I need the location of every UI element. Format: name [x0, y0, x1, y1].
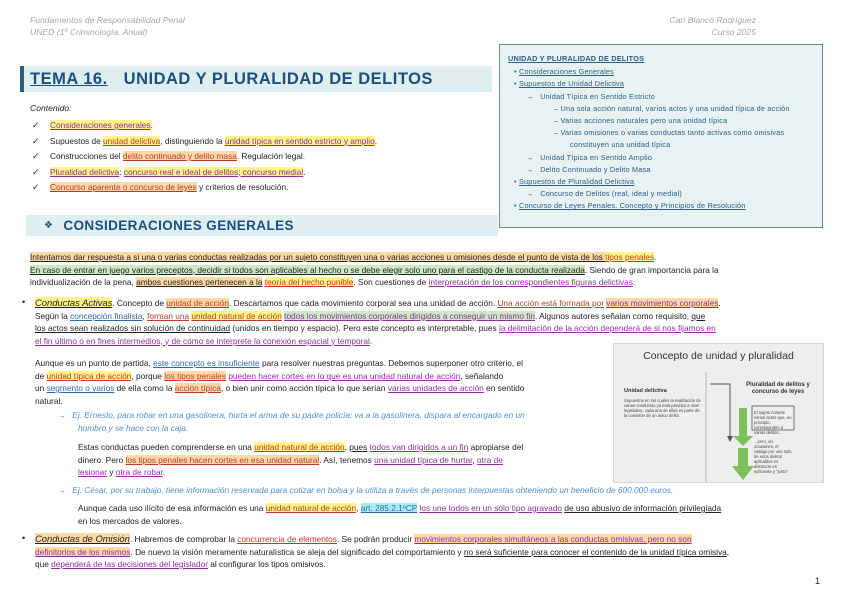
section-title: CONSIDERACIONES GENERALES — [63, 218, 294, 233]
header-left — [30, 14, 185, 38]
example-gasolinera-explanation: Estas conductas pueden comprenderse en una unidad natural de acción, pues todos van dirigidos a un fin apropiarse del dinero. Pero los tipos penales hacen cortes en esa unidad natural. Así, tenemos una unidad típica de hurtar, otra de lesionar y otra de robar. — [78, 442, 524, 477]
intro-paragraph: Intentamos dar respuesta a si una o varias conductas realizadas por un sujeto constituyen una o varias acciones u omisiones desde el punto de vista de los tipos penales. En caso de entrar en juego varios preceptos, decidir si todos son aplicables al hecho o se debe elegir solo uno para el castigo de la conducta realizada. Siendo de gran importancia para la individualización de la pena, ambos cuestiones pertenecen a la teoría del hecho punible. Son cuestiones de interpretación de los correspondientes figuras delictivas. — [30, 252, 719, 287]
header-right — [670, 14, 756, 38]
diagram-right-box-top — [752, 406, 794, 430]
diagram-left-title: Unidad delictiva — [624, 388, 667, 394]
example-bolsa-explanation: Aunque cada uso ilícito de esa información es una unidad natural de acción, art. 285.2.1ºCP los une todos en un solo tipo agravado de uso abusivo de información privilegiada en los mercados de valores. — [78, 503, 722, 526]
active-conduct-paragraph: Conductas Activas. Concepto de unidad de acción. Descartamos que cada movimiento corporal sea una unidad de acción. Una acción está formada por varios movimientos corporales. Según la concepción finalista, forman una unidad natural de acción todos los movimientos corporales dirigidos a conseguir un mismo fin. Algunos autores señalan como requisito, que los actos sean realizados sin solución de continuidad (unidos en tiempo y espacio). Pero este concepto es interpretable, pues la delimitación de la acción dependerá de si nos fijamos en el fin último o en fines intermedios, y de cómo se interprete la conexión espacial y temporal. — [35, 297, 721, 346]
contents-label: Contenido: — [30, 103, 72, 113]
arrow-icon: → — [58, 410, 67, 420]
arrow-head-icon — [727, 436, 733, 442]
diagram-graphics — [614, 344, 825, 484]
typical-unit-paragraph: Aunque es un punto de partida, este concepto es insuficiente para resolver nuestras preguntas. Debemos superponer otro criterio, el de unidad típica de acción, porque los tipos penales pueden hacer cortes en lo que es una unidad natural de acción, señalando un segmento o varios de ella como la acción típica, o bien unir como acción típica lo que serían varias unidades de acción en sentido natural. — [35, 358, 525, 406]
index-item-continuation[interactable]: constituyen una unidad típica — [570, 140, 671, 150]
checkmark-icon: ✓ — [32, 182, 40, 192]
course-year: Curso 2025 — [711, 27, 756, 37]
index-item[interactable]: → Delito Continuado y Delito Masa — [526, 164, 651, 174]
chapter-title: UNIDAD Y PLURALIDAD DE DELITOS — [123, 69, 433, 88]
course-subtitle: UNED (1º Criminología. Anual) — [30, 27, 148, 37]
example-gasolinera: → Ej. Ernesto, para robar en una gasolinera, hurta el arma de su padre policía; va a la gasolinera, dispara al encargado en un hombro y se hace con la caja. — [58, 410, 525, 433]
index-item[interactable]: → Unidad Típica en Sentido Estricto — [526, 91, 655, 101]
omission-paragraph: Conductas de Omisión. Habremos de comprobar la concurrencia de elementos. Se podrán producir movimientos corporales simultáneos a las conductas omisivas, pero no son definitorios de los mismos. De nuevo la visión meramente naturalística se aleja del significado del comportamiento y no será suficiente para conocer el contenido de la unidad típica omisiva, que dependerá de las decisiones del legislador al configurar los tipos omisivos. — [35, 533, 730, 569]
index-item[interactable]: • Supuestos de Pluralidad Delictiva — [514, 177, 635, 187]
diamond-bullet-icon: ❖ — [44, 220, 54, 231]
contents-item: ✓ Concurso aparente o concurso de leyes y criterios de resolución. — [30, 180, 500, 196]
contents-item: ✓ Consideraciones generales. — [30, 118, 500, 134]
green-down-arrow-icon — [733, 408, 753, 446]
index-item[interactable]: • Consideraciones Generales — [514, 67, 615, 77]
diagram-right-text-1: El sujeto comete varios actos que, en principio, corresponden a varios delitos... — [754, 410, 792, 435]
chapter-number: TEMA 16. — [30, 69, 108, 88]
arrow-icon: → — [58, 485, 67, 495]
example-bolsa: → Ej. César, por su trabajo, tiene información reservada para cotizar en bolsa y la utiliza a través de personas interpuestas obteniendo un beneficio de 600.000 euros. — [58, 485, 674, 495]
contents-item: ✓ Construcciones del delito continuado y delito masa. Regulación legal. — [30, 149, 500, 165]
checkmark-icon: ✓ — [32, 151, 40, 161]
course-title: Fundamentos de Responsabilidad Penal — [30, 15, 185, 25]
concept-diagram — [613, 343, 824, 483]
diagram-left-text: Supuestos en los cuales la realización de varias conductas ya está prevista a nivel legislativo; cada una de ellas es parte de la comisión de un único delito — [624, 398, 701, 418]
contents-item: ✓ Supuestos de unidad delictiva, distinguiendo la unidad típica en sentido estricto y amplio. — [30, 134, 500, 150]
chapter-title-bar — [20, 66, 492, 92]
index-item[interactable]: • Concurso de Leyes Penales. Concepto y Principios de Resolución — [514, 201, 746, 211]
index-box — [499, 44, 823, 228]
bullet-icon: • — [22, 297, 26, 307]
checkmark-icon: ✓ — [32, 120, 40, 130]
index-item[interactable]: → Unidad Típica en Sentido Amplio — [526, 152, 653, 162]
diagram-right-text-2: ...pero, en ocasiones, el castigo por uno solo de esos delitos aplicables es abstracto es suficiente y "justo" — [754, 439, 792, 474]
bullet-icon: • — [22, 533, 26, 543]
index-item[interactable]: – Varias omisiones o varias conductas tanto activas como omisivas — [554, 128, 785, 138]
checkmark-icon: ✓ — [32, 166, 40, 177]
diagram-right-title: Pluralidad de delitos y concurso de leyes — [746, 382, 810, 395]
page-number: 1 — [814, 576, 820, 586]
section-header — [26, 215, 498, 236]
author-name: Cari Blanco Rodríguez — [669, 15, 756, 25]
index-item[interactable]: – Varias acciones naturales pero una unidad típica — [554, 116, 728, 126]
contents-list — [30, 118, 500, 196]
contents-item: ✓ Pluralidad delictiva: concurso real e ideal de delitos; concurso medial. — [30, 165, 500, 181]
green-down-arrow-icon — [732, 448, 754, 480]
index-item[interactable]: – Una sola acción natural, varios actos y una unidad típica de acción — [554, 103, 790, 113]
index-title[interactable]: UNIDAD Y PLURALIDAD DE DELITOS — [508, 54, 645, 63]
index-item[interactable]: → Concurso de Delitos (real, ideal y medial) — [526, 189, 683, 199]
checkmark-icon: ✓ — [32, 135, 40, 146]
diagram-arrow-left — [710, 384, 730, 440]
diagram-title: Concepto de unidad y pluralidad — [643, 350, 794, 362]
index-item[interactable]: • Supuestos de Unidad Delictiva — [514, 79, 625, 89]
